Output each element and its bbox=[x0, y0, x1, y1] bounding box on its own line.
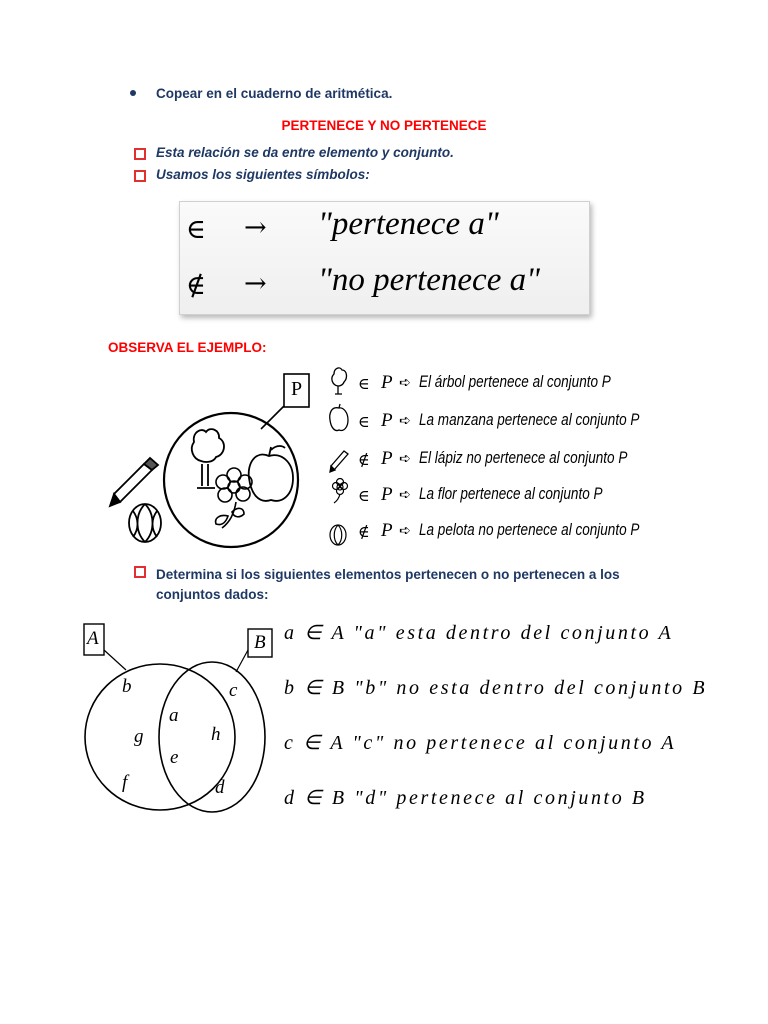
apple-icon bbox=[249, 446, 293, 501]
membership-symbol: ∉ bbox=[358, 522, 370, 541]
page-title: PERTENECE Y NO PERTENECE bbox=[281, 118, 487, 133]
apple-icon bbox=[330, 404, 348, 431]
answer-d: d ∈ B "d" pertenece al conjunto B bbox=[284, 787, 647, 809]
membership-symbol: ∈ bbox=[358, 412, 370, 431]
set-name: P bbox=[381, 520, 393, 541]
point-relation: Esta relación se da entre elemento y conjunto. bbox=[156, 145, 454, 160]
membership-symbol: ∈ bbox=[358, 374, 370, 393]
intro-text: Copear en el cuaderno de aritmética. bbox=[156, 86, 393, 101]
set-b-label: B bbox=[254, 632, 266, 653]
answer-c: c ∈ A "c" no pertenece al conjunto A bbox=[284, 732, 677, 754]
tree-icon bbox=[332, 368, 347, 394]
arrow-icon: → bbox=[244, 268, 267, 299]
set-name: P bbox=[381, 410, 393, 431]
example-heading: OBSERVA EL EJEMPLO: bbox=[108, 340, 267, 355]
set-name: P bbox=[381, 484, 393, 505]
exercise-instruction: Determina si los siguientes elementos pertenecen o no pertenecen a los conjuntos dados: bbox=[156, 567, 620, 602]
element-f: f bbox=[122, 772, 128, 793]
row-icons bbox=[328, 366, 350, 556]
arrow-icon: ➪ bbox=[399, 413, 411, 429]
set-p-circle bbox=[164, 413, 298, 547]
not-element-of-symbol: ∉ bbox=[186, 270, 206, 301]
element-e: e bbox=[170, 747, 179, 768]
set-p-label: P bbox=[290, 378, 303, 400]
example-sentence: La pelota no pertenece al conjunto P bbox=[419, 521, 640, 539]
set-a-label: A bbox=[87, 628, 99, 649]
tree-icon bbox=[192, 429, 224, 488]
element-h: h bbox=[211, 724, 221, 745]
pencil-icon bbox=[110, 458, 158, 506]
ball-icon bbox=[330, 525, 346, 545]
answer-b: b ∈ B "b" no esta dentro del conjunto B bbox=[284, 677, 708, 699]
bullet-icon bbox=[130, 90, 136, 96]
checkbox-icon bbox=[134, 148, 146, 160]
arrow-icon: ➪ bbox=[399, 451, 411, 467]
symbols-box bbox=[179, 201, 590, 315]
arrow-icon: → bbox=[244, 212, 267, 243]
ball-icon bbox=[129, 504, 161, 542]
flower-icon bbox=[333, 479, 348, 504]
checkbox-icon bbox=[134, 566, 146, 578]
answer-a: a ∈ A "a" esta dentro del conjunto A bbox=[284, 622, 674, 644]
arrow-icon: ➪ bbox=[399, 487, 411, 503]
element-c: c bbox=[229, 680, 238, 701]
set-name: P bbox=[381, 448, 393, 469]
element-g: g bbox=[134, 726, 144, 747]
arrow-icon: ➪ bbox=[399, 523, 411, 539]
membership-symbol: ∈ bbox=[358, 486, 370, 505]
pencil-icon bbox=[330, 451, 348, 472]
meaning-not-belongs: "no pertenece a" bbox=[318, 262, 540, 298]
example-sentence: La manzana pertenece al conjunto P bbox=[419, 411, 640, 429]
element-of-symbol: ∈ bbox=[186, 214, 206, 245]
point-symbols: Usamos los siguientes símbolos: bbox=[156, 167, 370, 182]
example-sentence: La flor pertenece al conjunto P bbox=[419, 485, 603, 503]
example-sentence: El lápiz no pertenece al conjunto P bbox=[419, 449, 628, 467]
membership-symbol: ∉ bbox=[358, 450, 370, 469]
arrow-icon: ➪ bbox=[399, 375, 411, 391]
element-d: d bbox=[215, 777, 225, 798]
element-b: b bbox=[122, 676, 132, 697]
meaning-belongs: "pertenece a" bbox=[318, 206, 499, 242]
flower-icon bbox=[216, 468, 252, 528]
example-sentence: El árbol pertenece al conjunto P bbox=[419, 373, 611, 391]
set-name: P bbox=[381, 372, 393, 393]
element-a: a bbox=[169, 705, 179, 726]
checkbox-icon bbox=[134, 170, 146, 182]
